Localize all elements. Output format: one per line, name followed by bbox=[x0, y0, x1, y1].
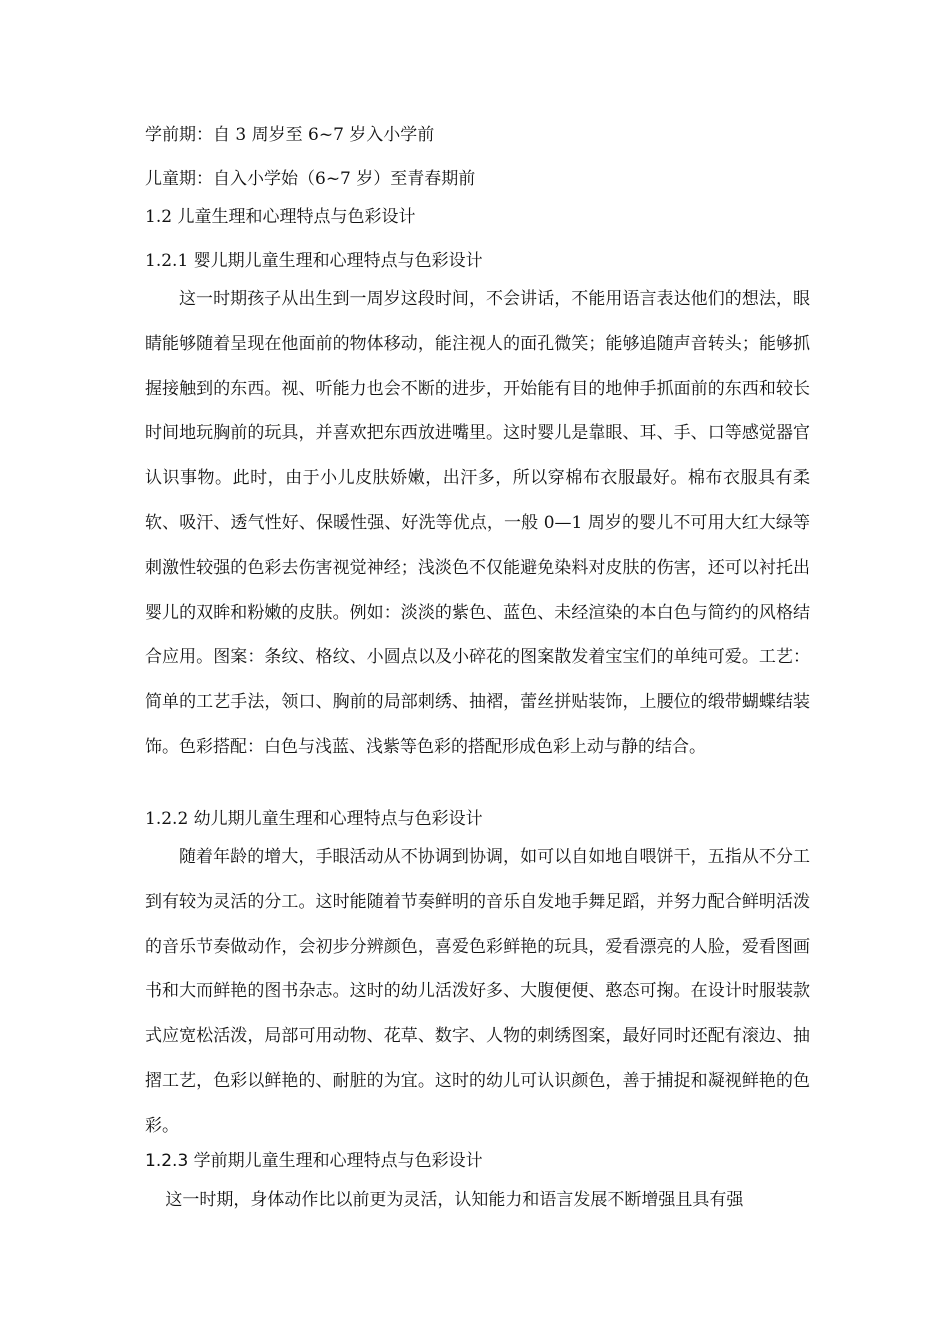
infant-paragraph: 这一时期孩子从出生到一周岁这段时间，不会讲话，不能用语言表达他们的想法，眼睛能够随着呈现在他面前的物体移动，能注视人的面孔微笑；能够追随声音转头；能够抓握接触到的东西。视、听能力也会不断的进步，开始能有目的地伸手抓面前的东西和较长时间地玩胸前的玩具，并喜欢把东西放进嘴里。这时婴儿是靠眼、耳、手、口等感觉器官认识事物。此时，由于小儿皮肤娇嫩，出汗多，所以穿棉布衣服最好。棉布衣服具有柔软、吸汗、透气性好、保暖性强、好洗等优点，一般 0—1 周岁的婴儿不可用大红大绿等刺激性较强的色彩去伤害视觉神经；浅淡色不仅能避免染料对皮肤的伤害，还可以衬托出婴儿的双眸和粉嫩的皮肤。例如：淡淡的紫色、蓝色、未经渲染的本白色与简约的风格结合应用。图案：条纹、格纹、小圆点以及小碎花的图案散发着宝宝们的单纯可爱。工艺：简单的工艺手法，领口、胸前的局部刺绣、抽褶，蕾丝拼贴装饰，上腰位的缎带蝴蝶结装饰。色彩搭配：白色与浅蓝、浅紫等色彩的搭配形成色彩上动与静的结合。 bbox=[145, 289, 810, 757]
section-heading-1-2-2: 1.2.2 幼儿期儿童生理和心理特点与色彩设计 bbox=[145, 809, 483, 829]
preschool-period-line: 学前期：自 3 周岁至 6~7 岁入小学前 bbox=[145, 125, 435, 145]
section-heading-1-2-1: 1.2.1 婴儿期儿童生理和心理特点与色彩设计 bbox=[145, 251, 483, 271]
childhood-period-line: 儿童期：自入小学始（6~7 岁）至青春期前 bbox=[145, 169, 476, 189]
section-heading-1-2-3: 1.2.3 学前期儿童生理和心理特点与色彩设计 bbox=[145, 1151, 483, 1171]
toddler-paragraph: 随着年龄的增大，手眼活动从不协调到协调，如可以自如地自喂饼干，五指从不分工到有较为灵活的分工。这时能随着节奏鲜明的音乐自发地手舞足蹈，并努力配合鲜明活泼的音乐节奏做动作，会初步分辨颜色，喜爱色彩鲜艳的玩具，爱看漂亮的人脸，爱看图画书和大而鲜艳的图书杂志。这时的幼儿活泼好多、大腹便便、憨态可掬。在设计时服装款式应宽松活泼，局部可用动物、花草、数字、人物的刺绣图案，最好同时还配有滚边、抽摺工艺，色彩以鲜艳的、耐脏的为宜。这时的幼儿可认识颜色，善于捕捉和凝视鲜艳的色彩。 bbox=[145, 847, 810, 1136]
preschool-paragraph: 这一时期，身体动作比以前更为灵活，认知能力和语言发展不断增强且具有强 bbox=[165, 1190, 744, 1210]
section-heading-1-2: 1.2 儿童生理和心理特点与色彩设计 bbox=[145, 207, 416, 227]
